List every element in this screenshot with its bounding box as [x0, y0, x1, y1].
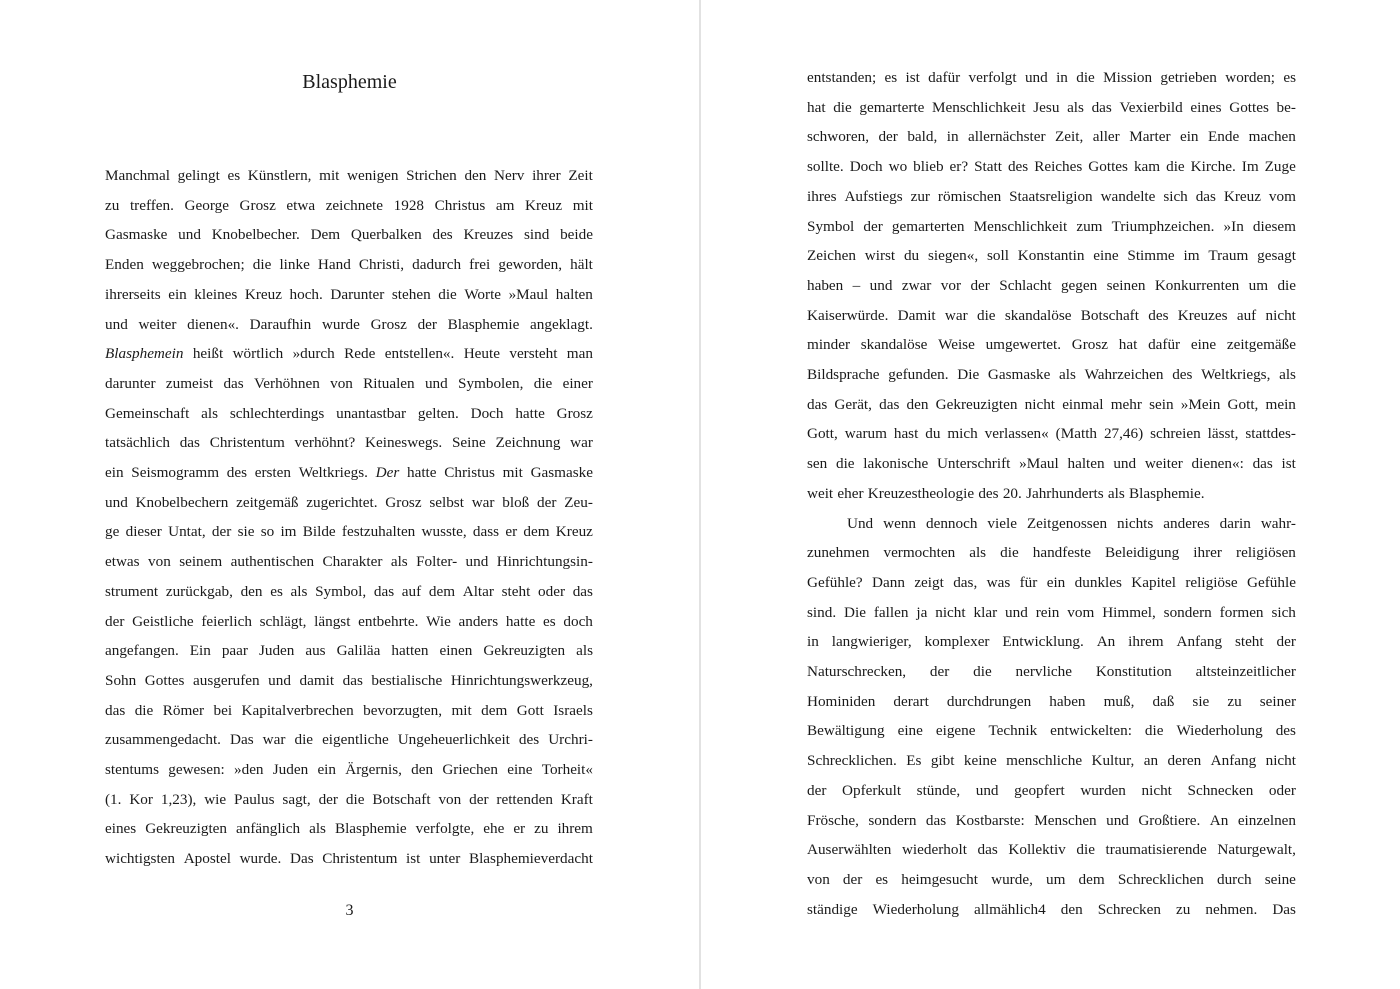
text-line: stentums gewesen: »den Juden ein Ärgernis, den Griechen eine Torheit«	[105, 761, 593, 778]
text-line: Hominiden derart durchdrungen haben muß, daß sie zu seiner	[807, 692, 1296, 710]
text-line: ein Seismogramm des ersten Weltkriegs. Der hatte Christus mit Gasmaske	[105, 464, 593, 481]
text-line: Und wenn dennoch viele Zeitgenossen nichts anderes darin wahr-	[847, 514, 1296, 532]
text-line: das Gerät, das den Gekreuzigten nicht einmal mehr sein »Mein Gott, mein	[807, 395, 1296, 413]
text-line: ge dieser Untat, der sie so im Bilde festzuhalten wusste, dass er dem Kreuz	[105, 523, 593, 541]
text-line: Sohn Gottes ausgerufen und damit das bestialische Hinrichtungswerkzeug,	[105, 671, 593, 689]
text-line: Naturschrecken, der die nervliche Konstitution altsteinzeitlicher	[807, 663, 1296, 680]
text-line: Enden weggebrochen; die linke Hand Christi, dadurch frei geworden, hält	[105, 256, 593, 274]
text-line: schworen, der bald, in allernächster Zeit, aller Marter ein Ende machen	[807, 128, 1296, 146]
text-line: Gefühle? Dann zeigt das, was für ein dunkles Kapitel religiöse Gefühle	[807, 573, 1296, 591]
text-line: angefangen. Ein paar Juden aus Galiläa hatten einen Gekreuzigten als	[105, 642, 593, 660]
text-line: Kaiserwürde. Damit war die skandalöse Botschaft des Kreuzes auf nicht	[807, 306, 1296, 324]
text-line: in langwieriger, komplexer Entwicklung. An ihrem Anfang steht der	[807, 633, 1296, 651]
text-line: ständige Wiederholung allmählich4 den Schrecken zu nehmen. Das	[807, 900, 1296, 918]
text-line: Bewältigung eine eigene Technik entwickelten: die Wiederholung des	[807, 722, 1296, 740]
right-page	[701, 0, 1400, 989]
text-line: Symbol der gemarterten Menschlichkeit zum Triumphzeichen. »In diesem	[807, 217, 1296, 235]
text-line: das die Römer bei Kapitalverbrechen bevorzugten, mit dem Gott Israels	[105, 701, 593, 719]
text-line: Gemeinschaft als schlechterdings unantastbar gelten. Doch hatte Grosz	[105, 404, 593, 422]
text-line: tatsächlich das Christentum verhöhnt? Keineswegs. Seine Zeichnung war	[105, 434, 593, 452]
text-line: und weiter dienen«. Daraufhin wurde Grosz der Blasphemie angeklagt.	[105, 315, 593, 333]
text-line: und Knobelbechern zeitgemäß zugerichtet. Grosz selbst war bloß der Zeu-	[105, 493, 593, 511]
text-line: Frösche, sondern das Kostbarste: Menschen und Großtiere. An einzelnen	[807, 811, 1296, 829]
text-line: von der es heimgesucht wurde, um dem Schrecklichen durch seine	[807, 870, 1296, 888]
text-line: hat die gemarterte Menschlichkeit Jesu als das Vexierbild eines Gottes be-	[807, 98, 1296, 116]
text-line: ihrerseits ein kleines Kreuz hoch. Darunter stehen die Worte »Maul halten	[105, 285, 593, 303]
text-line: etwas von seinem authentischen Charakter als Folter- und Hinrichtungsin-	[105, 553, 593, 571]
text-line: sollte. Doch wo blieb er? Statt des Reiches Gottes kam die Kirche. Im Zuge	[807, 158, 1296, 176]
chapter-title: Blasphemie	[302, 71, 397, 93]
text-line: Manchmal gelingt es Künstlern, mit wenigen Strichen den Nerv ihrer Zeit	[105, 167, 593, 184]
text-line: Bildsprache gefunden. Die Gasmaske als Wahrzeichen des Weltkriegs, als	[807, 366, 1296, 383]
text-line: Auserwählten wiederholt das Kollektiv die traumatisierende Naturgewalt,	[807, 841, 1296, 859]
text-line: sind. Die fallen ja nicht klar und rein vom Himmel, sondern formen sich	[807, 603, 1296, 621]
text-line: zunehmen vermochten als die handfeste Beleidigung ihrer religiösen	[807, 544, 1296, 562]
text-line: der Opferkult stünde, und geopfert wurden nicht Schnecken oder	[807, 781, 1296, 799]
text-line: Gasmaske und Knobelbecher. Dem Querbalken des Kreuzes sind beide	[105, 226, 593, 244]
text-line: Schrecklichen. Es gibt keine menschliche Kultur, an deren Anfang nicht	[807, 752, 1296, 770]
text-line: haben – und zwar vor der Schlacht gegen seinen Konkurrenten um die	[807, 276, 1296, 294]
text-line: eines Gekreuzigten anfänglich als Blasphemie verfolgte, ehe er zu ihrem	[105, 820, 593, 838]
text-line: entstanden; es ist dafür verfolgt und in die Mission getrieben worden; es	[807, 69, 1296, 86]
page-number: 3	[345, 902, 354, 919]
text-line: zu treffen. George Grosz etwa zeichnete 1928 Christus am Kreuz mit	[105, 196, 593, 214]
text-line: Gott, warum hast du mich verlassen« (Matth 27,46) schreien lässt, stattdes-	[807, 425, 1296, 443]
text-line: (1. Kor 1,23), wie Paulus sagt, der die Botschaft von der rettenden Kraft	[105, 790, 593, 808]
left-page	[0, 0, 699, 989]
text-line: zusammengedacht. Das war die eigentliche Ungeheuerlichkeit des Urchri-	[105, 731, 593, 749]
text-line: weit eher Kreuzestheologie des 20. Jahrhunderts als Blasphemie.	[807, 484, 1205, 502]
text-line: minder skandalöse Weise umgewertet. Grosz hat dafür eine zeitgemäße	[807, 336, 1296, 354]
text-line: Blasphemein heißt wörtlich »durch Rede entstellen«. Heute versteht man	[105, 345, 593, 363]
text-line: der Geistliche feierlich schlägt, längst entbehrte. Wie anders hatte es doch	[105, 612, 593, 630]
text-line: strument zurückgab, den es als Symbol, das auf dem Altar steht oder das	[105, 582, 593, 600]
text-line: wichtigsten Apostel wurde. Das Christentum ist unter Blasphemieverdacht	[105, 850, 593, 868]
text-line: ihres Aufstiegs zur römischen Staatsreligion wandelte sich das Kreuz vom	[807, 187, 1296, 205]
text-line: sen die lakonische Unterschrift »Maul halten und weiter dienen«: das ist	[807, 455, 1296, 473]
text-line: darunter zumeist das Verhöhnen von Ritualen und Symbolen, die einer	[105, 374, 593, 392]
text-line: Zeichen wirst du siegen«, soll Konstantin eine Stimme im Traum gesagt	[807, 247, 1296, 265]
